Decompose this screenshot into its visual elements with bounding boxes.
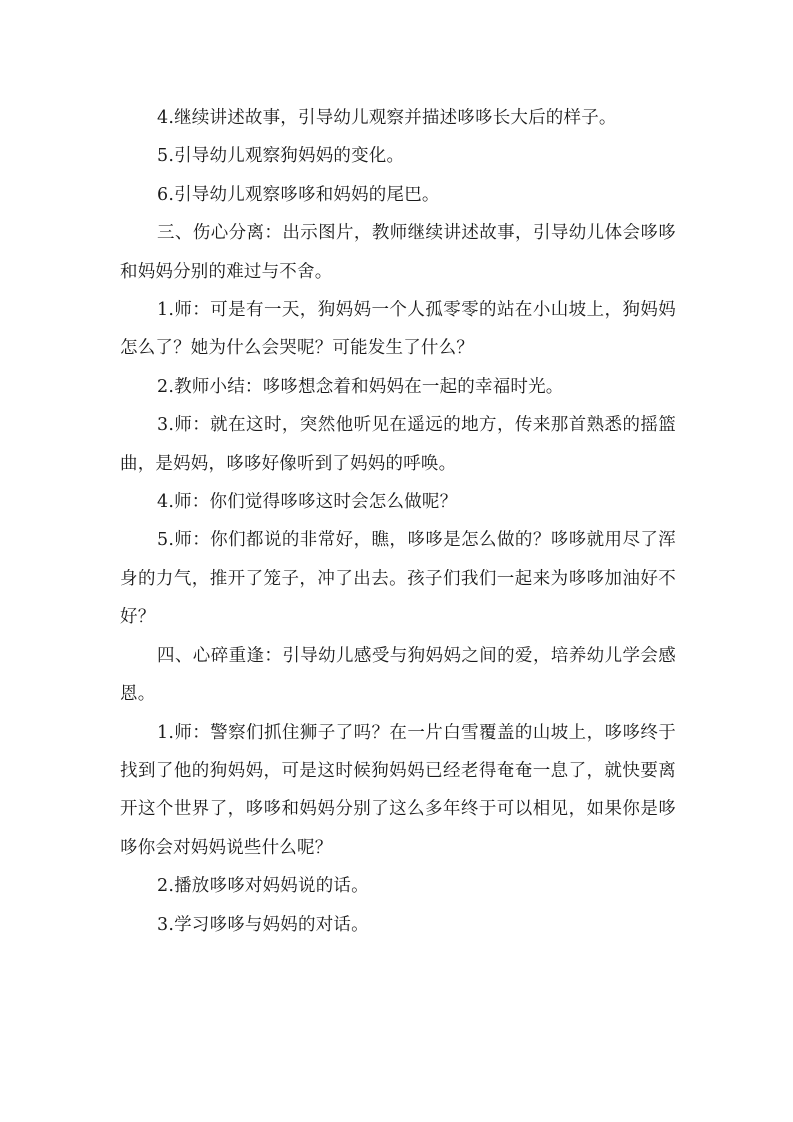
paragraph: 4.师：你们觉得哆哆这时会怎么做呢？ bbox=[157, 492, 458, 513]
paragraph: 3.学习哆哆与妈妈的对话。 bbox=[157, 914, 369, 935]
section-heading-paragraph: 四、心碎重逢：引导幼儿感受与狗妈妈之间的爱，培养幼儿学会感恩。 bbox=[120, 645, 676, 705]
paragraph: 1.师：警察们抓住狮子了吗？在一片白雪覆盖的山坡上，哆哆终于找到了他的狗妈妈，可是这时候狗妈妈已经老得奄奄一息了，就快要离开这个世界了，哆哆和妈妈分别了这么多年终于可以相见，如果你是哆哆你会对妈妈说些什么呢？ bbox=[120, 722, 676, 858]
section-heading-paragraph: 三、伤心分离：出示图片，教师继续讲述故事，引导幼儿体会哆哆和妈妈分别的难过与不舍。 bbox=[120, 223, 676, 282]
paragraph: 5.师：你们都说的非常好，瞧，哆哆是怎么做的？哆哆就用尽了浑身的力气，推开了笼子，冲了出去。孩子们我们一起来为哆哆加油好不好？ bbox=[120, 530, 676, 628]
paragraph: 2.播放哆哆对妈妈说的话。 bbox=[157, 876, 369, 897]
document-body bbox=[120, 99, 676, 944]
paragraph: 6.引导幼儿观察哆哆和妈妈的尾巴。 bbox=[157, 184, 440, 205]
paragraph: 2.教师小结：哆哆想念着和妈妈在一起的幸福时光。 bbox=[157, 376, 564, 397]
paragraph: 1.师：可是有一天，狗妈妈一个人孤零零的站在小山坡上，狗妈妈怎么了？她为什么会哭呢？可能发生了什么？ bbox=[120, 300, 676, 359]
paragraph: 3.师：就在这时，突然他听见在遥远的地方，传来那首熟悉的摇篮曲，是妈妈，哆哆好像听到了妈妈的呼唤。 bbox=[120, 415, 676, 474]
paragraph: 5.引导幼儿观察狗妈妈的变化。 bbox=[157, 146, 405, 167]
paragraph: 4.继续讲述故事，引导幼儿观察并描述哆哆长大后的样子。 bbox=[157, 108, 617, 128]
